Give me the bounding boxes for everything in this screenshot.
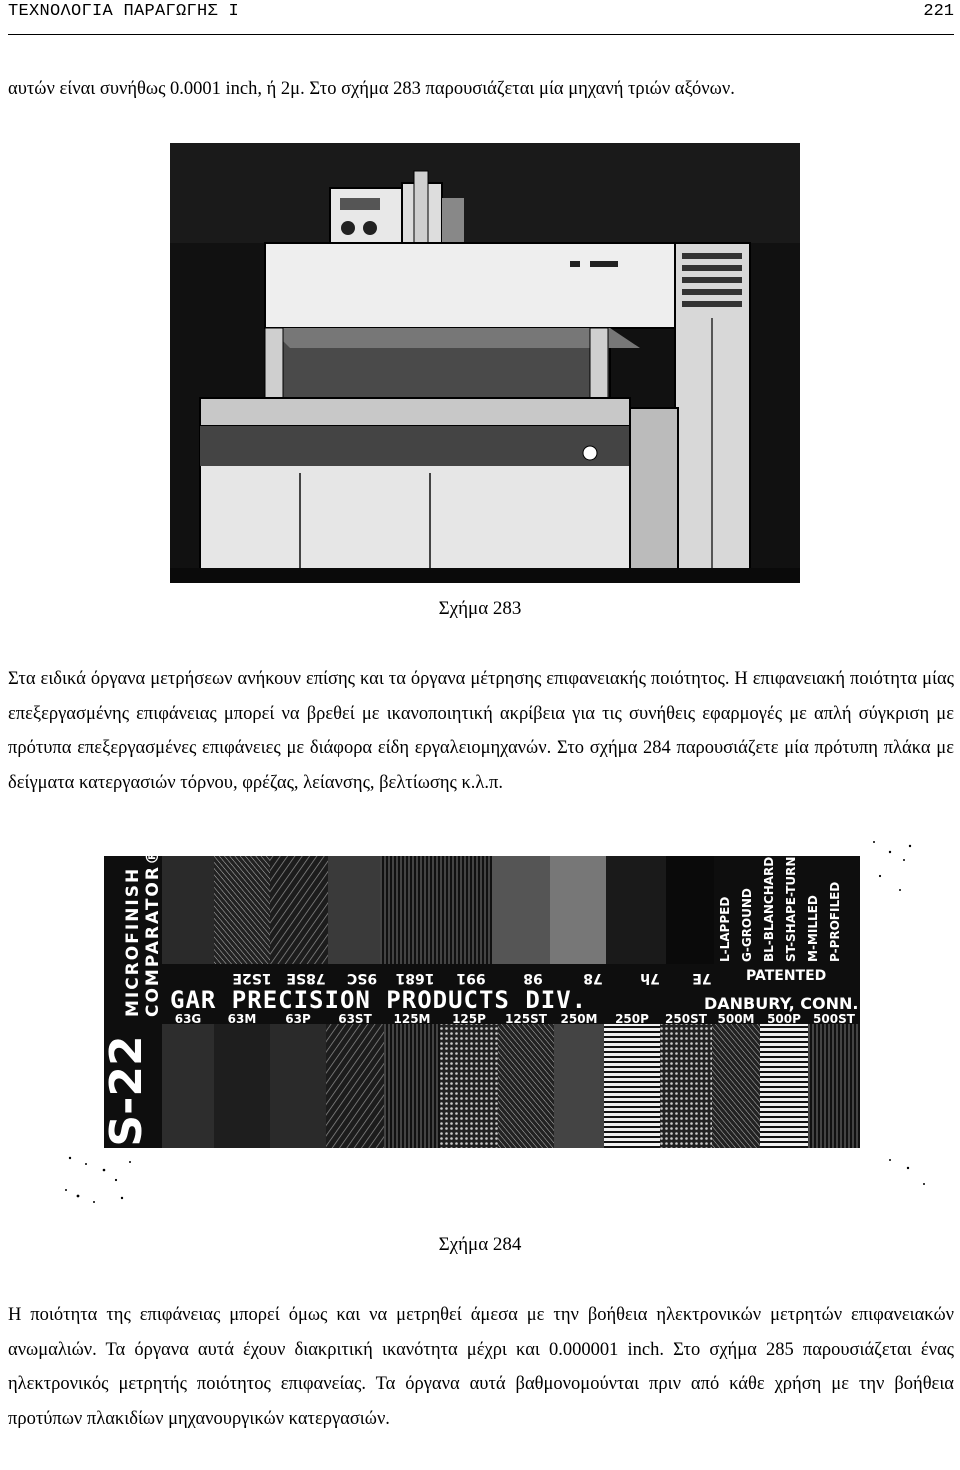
model-label: S-22 <box>101 1035 152 1147</box>
lower-code: 500M <box>717 1012 755 1026</box>
three-axis-machine-photo <box>170 143 800 583</box>
lower-code: 250ST <box>665 1012 707 1026</box>
upper-code: 7h <box>640 970 660 986</box>
electronic-measurement-paragraph: Η ποιότητα της επιφάνειας μπορεί όμως και να μετρηθεί άμεσα με την βοήθεια ηλεκτρονικών μετρητών επιφανειακών ανωμαλιών. Τα όργανα αυτά έχουν διακριτική ικανότητα μέχρι και 0.000001 inch. Στο σχήμα 285 παρουσιάζεται ένας ηλεκτρονικός μετρητής ποιότητος επιφανείας. Τα όργανα αυτά βαθμονομούνται πριν από κάθε χρήση με την βοήθεια προτύπων πλακιδίων μηχανουργικών κατεργασιών. <box>8 1305 954 1429</box>
legend-column <box>714 856 860 964</box>
page-number: 221 <box>923 2 954 21</box>
scan-noise <box>880 1150 940 1200</box>
lower-code: 250P <box>615 1012 649 1026</box>
legend-profiled: P-PROFILED <box>828 881 842 962</box>
legend-shape-turn: ST-SHAPE-TURN <box>784 856 798 962</box>
patented-label: PATENTED <box>746 968 827 984</box>
lower-code: 125P <box>452 1012 486 1026</box>
surface-quality-paragraph: Στα ειδικά όργανα μετρήσεων ανήκουν επίσης και τα όργανα μέτρησης επιφανειακής ποιότητος. Η επιφανειακή ποιότητα μίας επεξεργασμένης επιφάνειας μπορεί να βρεθεί με ικανοποιητική ακρίβεια για τις συνήθεις εφαρμογές με απλή σύγκριση με πρότυπα επεξεργασμένες επιφάνειες με διάφορα είδη εργαλειομηχανών. Στο σχήμα 284 παρουσιάζετε μία πρότυπη πλάκα με δείγματα κατεργασιών τόρνου, φρέζας, λείανσης, βελτίωσης κ.λ.π. <box>8 669 954 793</box>
lower-code: 250M <box>560 1012 598 1026</box>
side-label-comparator: COMPARATOR® <box>143 846 163 1017</box>
upper-code-row <box>166 964 726 986</box>
company-label: GAR PRECISION PRODUCTS DIV. <box>170 986 588 1014</box>
upper-code: 991 <box>456 970 486 986</box>
running-header <box>8 0 954 35</box>
lower-code: 63M <box>227 1012 257 1026</box>
upper-code: 1S2E <box>232 970 272 986</box>
lower-code: 125ST <box>505 1012 547 1026</box>
lower-code: 500ST <box>813 1012 855 1026</box>
lower-code: 63P <box>285 1012 311 1026</box>
book-title: ΤΕΧΝΟΛΟΓΙΑ ΠΑΡΑΓΩΓΗΣ Ι <box>8 2 240 21</box>
legend-milled: M-MILLED <box>806 895 820 962</box>
lower-code: 125M <box>393 1012 431 1026</box>
legend-ground: G-GROUND <box>740 888 754 962</box>
city-label: DANBURY, CONN. <box>704 994 859 1013</box>
upper-code: 1681 <box>395 970 435 986</box>
scan-noise <box>60 1150 150 1210</box>
figure-283-caption: Σχήμα 283 <box>438 598 522 619</box>
upper-code: 7E <box>692 970 712 986</box>
side-label-microfinish: MICROFINISH <box>123 866 143 1017</box>
upper-code: 78SE <box>286 970 326 986</box>
legend-lapped: L-LAPPED <box>718 896 732 962</box>
scan-noise <box>860 836 920 906</box>
upper-code: 78 <box>583 970 603 986</box>
intro-paragraph: αυτών είναι συνήθως 0.0001 inch, ή 2μ. Στο σχήμα 283 παρουσιάζεται μία μηχανή τριών αξόνων. <box>8 79 735 99</box>
microfinish-comparator-photo <box>101 846 860 1148</box>
upper-code: 9SC <box>346 970 378 986</box>
lower-code: 500P <box>767 1012 801 1026</box>
lower-code-row <box>162 1012 860 1028</box>
lower-code: 63G <box>174 1012 202 1026</box>
upper-code: 98 <box>523 970 543 986</box>
lower-code: 63ST <box>338 1012 372 1026</box>
legend-blanchard: BL-BLANCHARD <box>762 856 776 962</box>
figure-284-caption: Σχήμα 284 <box>438 1234 522 1255</box>
